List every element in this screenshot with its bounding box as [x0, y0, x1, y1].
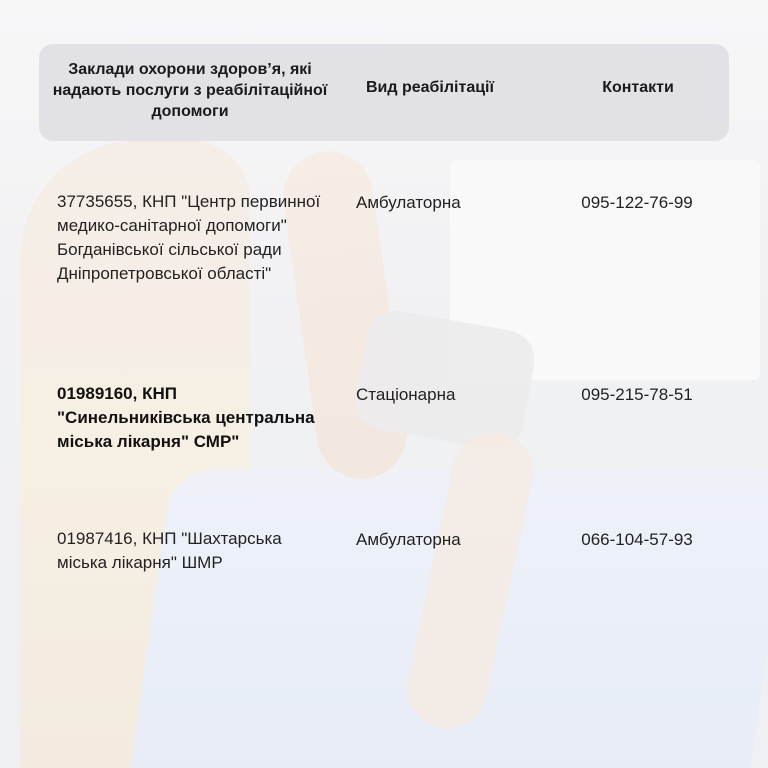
row-3-type: Амбулаторна [356, 530, 461, 549]
row-3-contact: 066-104-57-93 [581, 530, 693, 549]
header-facility: Заклади охорони здоров’я, які надають послуги з реабілітаційної допомоги [52, 61, 328, 120]
row-3-facility: 01987416, КНП "Шахтарська міська лікарня" ШМР [57, 529, 282, 572]
row-2-facility: 01989160, КНП "Синельниківська центральна міська лікарня" СМР" [57, 384, 315, 451]
row-1-type: Амбулаторна [356, 193, 461, 212]
row-2-type: Стаціонарна [356, 385, 456, 404]
header-rehab-type: Вид реабілітації [365, 79, 494, 96]
row-1-contact: 095-122-76-99 [581, 193, 693, 212]
row-2-contact: 095-215-78-51 [581, 385, 693, 404]
row-1-facility: 37735655, КНП "Центр первинної медико-санітарної допомоги" Богданівської сільської ради Дніпропетровської області" [57, 192, 321, 283]
header-contacts: Контакти [602, 79, 674, 96]
